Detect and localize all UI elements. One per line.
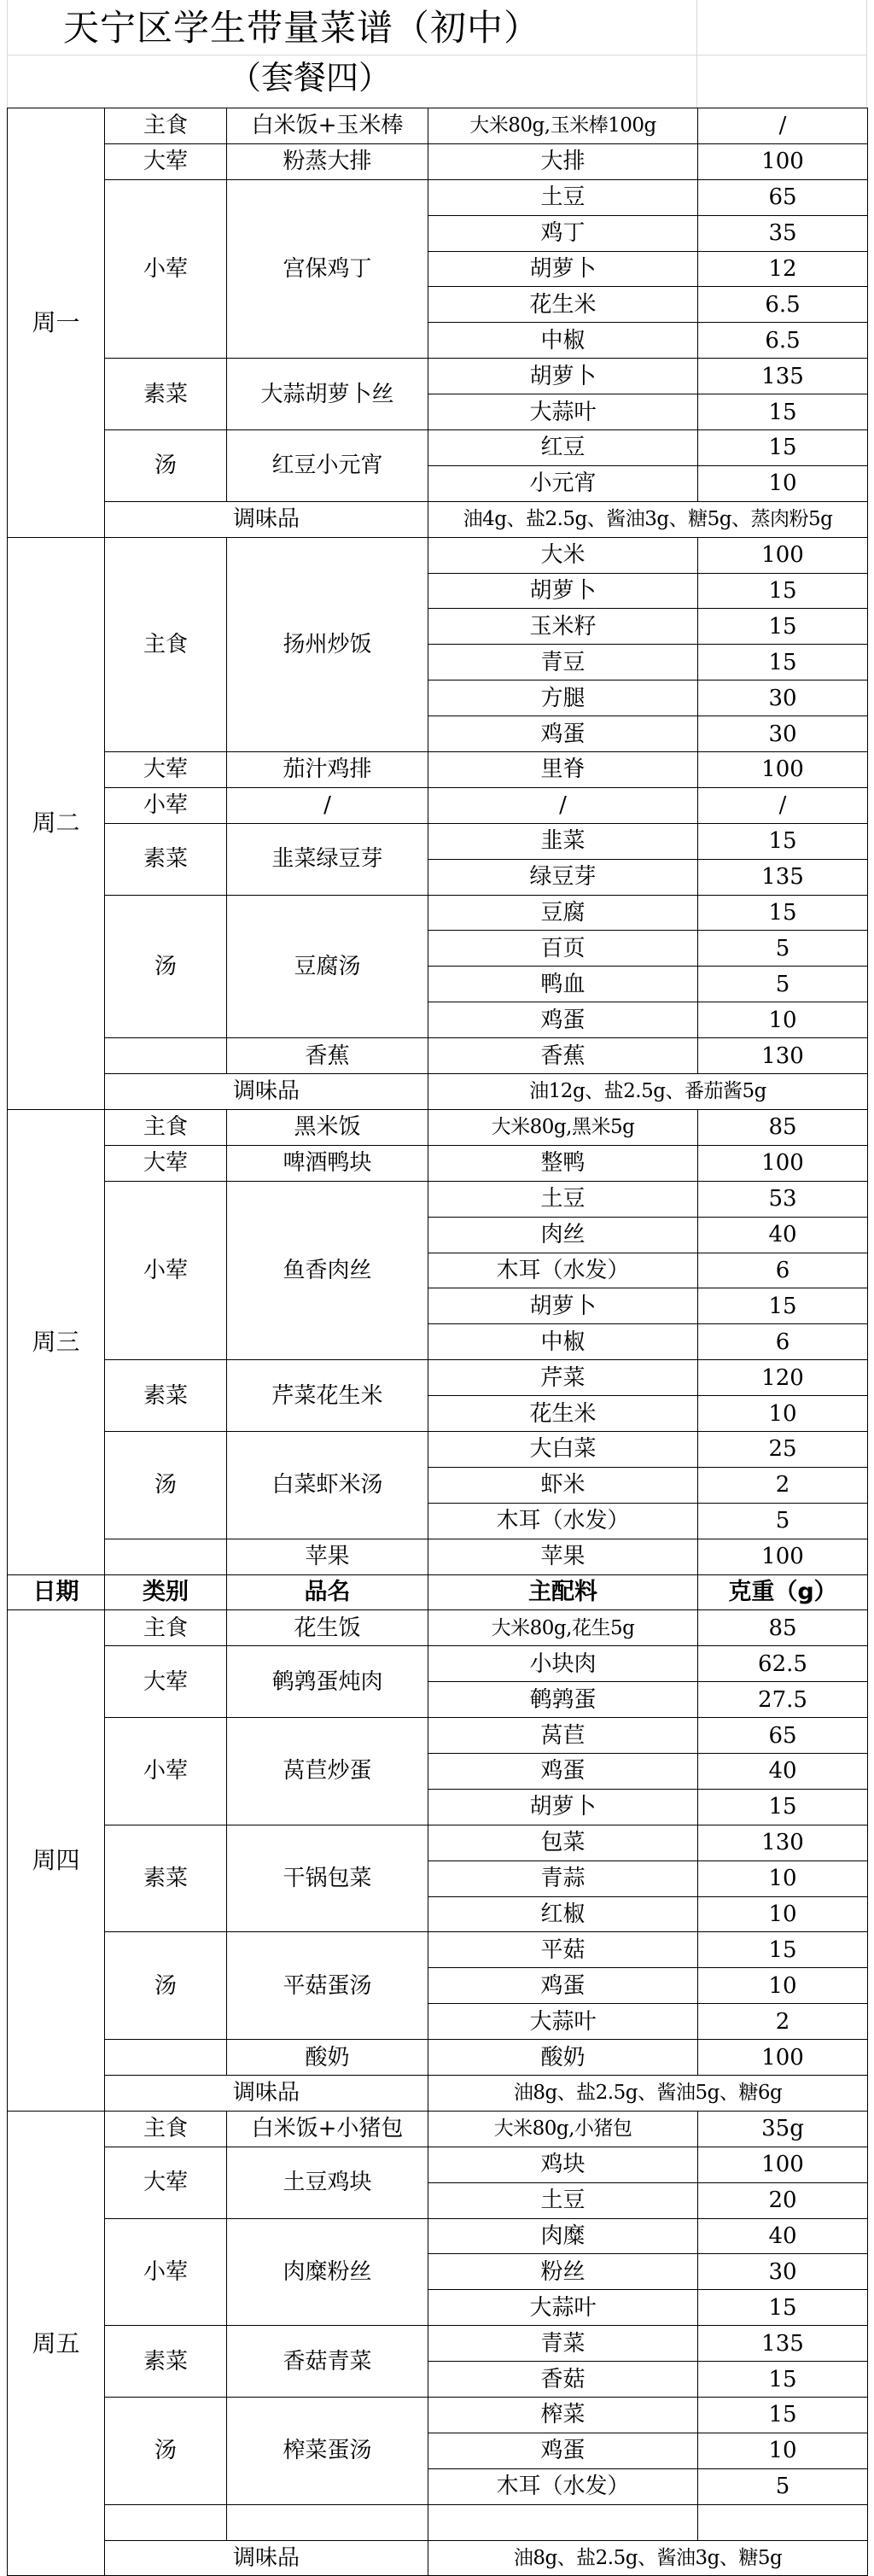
ingredient-name: 花生米 [428, 287, 698, 323]
ingredient-name: 苹果 [428, 1539, 698, 1574]
category-cell [105, 2040, 227, 2076]
table-row [8, 1539, 868, 1574]
day-label: 周五 [8, 2111, 105, 2576]
dish-name: 香蕉 [227, 1038, 428, 1074]
dish-name: 榨菜蛋汤 [227, 2398, 428, 2505]
ingredient-weight: 65 [698, 179, 868, 215]
table-row [8, 2398, 868, 2433]
ingredient-name: 香菇 [428, 2362, 698, 2398]
table-row [8, 1825, 868, 1860]
ingredient-name: 大白菜 [428, 1431, 698, 1467]
ingredient-name: 大米80g,玉米棒100g [428, 108, 698, 144]
category-cell: 小荤 [105, 1718, 227, 1825]
category-cell: 素菜 [105, 359, 227, 430]
ingredient-weight: 15 [698, 609, 868, 645]
dish-name [227, 2504, 428, 2540]
category-cell: 小荤 [105, 787, 227, 823]
ingredient-name: 鸡蛋 [428, 2433, 698, 2468]
ingredient-name: 土豆 [428, 179, 698, 215]
ingredient-name: 木耳（水发） [428, 2468, 698, 2504]
seasoning-label: 调味品 [105, 1074, 428, 1110]
ingredient-name: 方腿 [428, 681, 698, 716]
category-cell: 大荤 [105, 143, 227, 179]
table-row [8, 787, 868, 823]
ingredient-weight: 120 [698, 1360, 868, 1396]
ingredient-weight: 15 [698, 645, 868, 681]
header-row [8, 1574, 868, 1610]
ingredient-name: 大蒜叶 [428, 394, 698, 430]
ingredient-weight: 40 [698, 1217, 868, 1253]
dish-name: 平菇蛋汤 [227, 1932, 428, 2040]
table-row [8, 1646, 868, 1682]
ingredient-weight: 5 [698, 931, 868, 967]
ingredient-weight: 135 [698, 2326, 868, 2362]
seasoning-row [8, 2540, 868, 2576]
ingredient-name: 鸡蛋 [428, 716, 698, 752]
ingredient-weight: 100 [698, 2147, 868, 2182]
ingredient-weight: 100 [698, 2040, 868, 2076]
category-cell: 素菜 [105, 823, 227, 895]
dish-name: 扬州炒饭 [227, 537, 428, 751]
category-cell: 小荤 [105, 2218, 227, 2326]
table-row [8, 359, 868, 394]
dish-name: 白米饭+玉米棒 [227, 108, 428, 144]
category-cell: 主食 [105, 108, 227, 144]
category-cell: 汤 [105, 1431, 227, 1539]
table-row [8, 2111, 868, 2147]
table-row [8, 108, 868, 144]
ingredient-name: 胡萝卜 [428, 1789, 698, 1825]
seasoning-label: 调味品 [105, 501, 428, 537]
ingredient-name: 中椒 [428, 1324, 698, 1360]
ingredient-weight: 6.5 [698, 323, 868, 359]
ingredient-weight: 100 [698, 143, 868, 179]
header-weight: 克重（g） [698, 1574, 868, 1610]
ingredient-name [428, 2504, 698, 2540]
category-cell [105, 1038, 227, 1074]
ingredient-name: 青蒜 [428, 1860, 698, 1896]
ingredient-name: 肉丝 [428, 1217, 698, 1253]
dish-name: 啤酒鸭块 [227, 1145, 428, 1181]
ingredient-weight: 35 [698, 215, 868, 251]
ingredient-name: 大米 [428, 537, 698, 573]
ingredient-weight: 25 [698, 1431, 868, 1467]
ingredient-weight: 10 [698, 2433, 868, 2468]
ingredient-weight: 135 [698, 359, 868, 394]
dish-name: 酸奶 [227, 2040, 428, 2076]
ingredient-weight: 10 [698, 1396, 868, 1432]
dish-name: 芹菜花生米 [227, 1360, 428, 1432]
ingredient-name: 胡萝卜 [428, 251, 698, 287]
ingredient-name: 酸奶 [428, 2040, 698, 2076]
dish-name: 宫保鸡丁 [227, 179, 428, 358]
page-title: 天宁区学生带量菜谱（初中） [63, 7, 541, 49]
table-row [8, 430, 868, 466]
ingredient-weight: 10 [698, 1968, 868, 2004]
day-label: 周一 [8, 108, 105, 538]
category-cell: 汤 [105, 430, 227, 502]
table-row [8, 179, 868, 215]
ingredient-name: 胡萝卜 [428, 573, 698, 609]
ingredient-name: 青豆 [428, 645, 698, 681]
day-label: 周三 [8, 1109, 105, 1574]
ingredient-weight: 5 [698, 967, 868, 1002]
ingredient-name: 鹌鹑蛋 [428, 1682, 698, 1718]
ingredient-name: 莴苣 [428, 1718, 698, 1754]
ingredient-weight: 15 [698, 2290, 868, 2326]
ingredient-name: 土豆 [428, 2182, 698, 2218]
ingredient-weight: 15 [698, 823, 868, 859]
table-row [8, 895, 868, 931]
ingredient-weight: 30 [698, 716, 868, 752]
ingredient-name: 粉丝 [428, 2254, 698, 2290]
table-row [8, 1932, 868, 1968]
seasoning-value: 油8g、盐2.5g、酱油5g、糖6g [428, 2075, 868, 2111]
ingredient-name: 红豆 [428, 430, 698, 466]
category-cell: 大荤 [105, 1145, 227, 1181]
table-row [8, 1718, 868, 1754]
dish-name: / [227, 787, 428, 823]
seasoning-value: 油12g、盐2.5g、番茄酱5g [428, 1074, 868, 1110]
ingredient-weight: 53 [698, 1181, 868, 1217]
table-row [8, 2504, 868, 2540]
dish-name: 干锅包菜 [227, 1825, 428, 1932]
ingredient-weight: 15 [698, 1288, 868, 1324]
dish-name: 花生饭 [227, 1610, 428, 1646]
ingredient-weight: 15 [698, 1932, 868, 1968]
ingredient-name: 平菇 [428, 1932, 698, 1968]
ingredient-name: 鸡蛋 [428, 1002, 698, 1038]
category-cell: 大荤 [105, 752, 227, 788]
table-row [8, 823, 868, 859]
ingredient-weight: 15 [698, 430, 868, 466]
ingredient-weight: 15 [698, 573, 868, 609]
ingredient-name: 鸡块 [428, 2147, 698, 2182]
ingredient-name: 香蕉 [428, 1038, 698, 1074]
table-row [8, 1431, 868, 1467]
header-category: 类别 [105, 1574, 227, 1610]
ingredient-name: 青菜 [428, 2326, 698, 2362]
header-ingredient: 主配料 [428, 1574, 698, 1610]
ingredient-weight: 10 [698, 1896, 868, 1932]
category-cell: 大荤 [105, 2147, 227, 2218]
category-cell: 主食 [105, 2111, 227, 2147]
ingredient-weight: 15 [698, 895, 868, 931]
ingredient-weight: / [698, 787, 868, 823]
ingredient-name: 芹菜 [428, 1360, 698, 1396]
ingredient-name: 大米80g,黑米5g [428, 1109, 698, 1145]
ingredient-weight: 10 [698, 1860, 868, 1896]
table-row [8, 1610, 868, 1646]
table-row [8, 1109, 868, 1145]
ingredient-weight [698, 2504, 868, 2540]
category-cell: 汤 [105, 1932, 227, 2040]
ingredient-weight: 35g [698, 2111, 868, 2147]
ingredient-name: 大米80g,花生5g [428, 1610, 698, 1646]
dish-name: 白米饭+小猪包 [227, 2111, 428, 2147]
seasoning-row [8, 501, 868, 537]
dish-name: 茄汁鸡排 [227, 752, 428, 788]
ingredient-weight: 5 [698, 2468, 868, 2504]
day-label: 周四 [8, 1610, 105, 2111]
category-cell: 素菜 [105, 1825, 227, 1932]
table-row [8, 1038, 868, 1074]
seasoning-value: 油4g、盐2.5g、酱油3g、糖5g、蒸肉粉5g [428, 501, 868, 537]
ingredient-weight: 20 [698, 2182, 868, 2218]
table-row [8, 537, 868, 573]
day-label: 周二 [8, 537, 105, 1109]
category-cell: 素菜 [105, 2326, 227, 2398]
ingredient-name: 胡萝卜 [428, 359, 698, 394]
ingredient-weight: 65 [698, 1718, 868, 1754]
dish-name: 肉糜粉丝 [227, 2218, 428, 2326]
ingredient-weight: 100 [698, 1145, 868, 1181]
ingredient-weight: 10 [698, 1002, 868, 1038]
ingredient-weight: 135 [698, 859, 868, 895]
dish-name: 鱼香肉丝 [227, 1181, 428, 1359]
gridline [7, 0, 8, 108]
ingredient-weight: 15 [698, 1789, 868, 1825]
ingredient-weight: 12 [698, 251, 868, 287]
ingredient-name: 中椒 [428, 323, 698, 359]
ingredient-weight: 10 [698, 465, 868, 501]
ingredient-weight: 2 [698, 1467, 868, 1503]
ingredient-name: 木耳（水发） [428, 1503, 698, 1539]
ingredient-weight: 100 [698, 1539, 868, 1574]
dish-name: 香菇青菜 [227, 2326, 428, 2398]
seasoning-value: 油8g、盐2.5g、酱油3g、糖5g [428, 2540, 868, 2576]
seasoning-label: 调味品 [105, 2075, 428, 2111]
ingredient-name: 整鸭 [428, 1145, 698, 1181]
category-cell: 小荤 [105, 1181, 227, 1359]
dish-name: 红豆小元宵 [227, 430, 428, 502]
ingredient-name: / [428, 787, 698, 823]
menu-table [7, 108, 868, 2576]
ingredient-name: 榨菜 [428, 2398, 698, 2433]
table-row [8, 2147, 868, 2182]
ingredient-name: 绿豆芽 [428, 859, 698, 895]
ingredient-name: 百页 [428, 931, 698, 967]
ingredient-weight: 100 [698, 537, 868, 573]
ingredient-weight: 62.5 [698, 1646, 868, 1682]
ingredient-name: 鸡蛋 [428, 1968, 698, 2004]
ingredient-name: 胡萝卜 [428, 1288, 698, 1324]
ingredient-weight: 130 [698, 1038, 868, 1074]
ingredient-name: 玉米籽 [428, 609, 698, 645]
dish-name: 白菜虾米汤 [227, 1431, 428, 1539]
ingredient-name: 鸡蛋 [428, 1753, 698, 1789]
table-row [8, 2326, 868, 2362]
dish-name: 韭菜绿豆芽 [227, 823, 428, 895]
seasoning-label: 调味品 [105, 2540, 428, 2576]
ingredient-name: 土豆 [428, 1181, 698, 1217]
ingredient-name: 里脊 [428, 752, 698, 788]
ingredient-name: 鸭血 [428, 967, 698, 1002]
category-cell: 主食 [105, 1610, 227, 1646]
ingredient-weight: 6.5 [698, 287, 868, 323]
ingredient-weight: 30 [698, 681, 868, 716]
category-cell: 大荤 [105, 1646, 227, 1718]
table-row [8, 1360, 868, 1396]
category-cell: 汤 [105, 2398, 227, 2505]
ingredient-weight: 40 [698, 1753, 868, 1789]
ingredient-weight: 15 [698, 2398, 868, 2433]
ingredient-name: 红椒 [428, 1896, 698, 1932]
ingredient-name: 大蒜叶 [428, 2290, 698, 2326]
ingredient-weight: 6 [698, 1324, 868, 1360]
ingredient-name: 大排 [428, 143, 698, 179]
table-row [8, 752, 868, 788]
category-cell [105, 2504, 227, 2540]
seasoning-row [8, 1074, 868, 1110]
category-cell [105, 1539, 227, 1574]
table-row [8, 1145, 868, 1181]
table-row [8, 1181, 868, 1217]
ingredient-weight: 2 [698, 2004, 868, 2040]
page-subtitle: （套餐四） [229, 59, 392, 96]
ingredient-weight: 85 [698, 1109, 868, 1145]
ingredient-name: 大米80g,小猪包 [428, 2111, 698, 2147]
category-cell: 素菜 [105, 1360, 227, 1432]
ingredient-name: 小块肉 [428, 1646, 698, 1682]
category-cell: 主食 [105, 537, 227, 751]
dish-name: 土豆鸡块 [227, 2147, 428, 2218]
dish-name: 鹌鹑蛋炖肉 [227, 1646, 428, 1718]
dish-name: 黑米饭 [227, 1109, 428, 1145]
ingredient-name: 豆腐 [428, 895, 698, 931]
ingredient-name: 大蒜叶 [428, 2004, 698, 2040]
ingredient-name: 鸡丁 [428, 215, 698, 251]
ingredient-name: 花生米 [428, 1396, 698, 1432]
ingredient-name: 包菜 [428, 1825, 698, 1860]
ingredient-weight: 100 [698, 752, 868, 788]
seasoning-row [8, 2075, 868, 2111]
category-cell: 小荤 [105, 179, 227, 358]
ingredient-weight: 15 [698, 2362, 868, 2398]
dish-name: 莴苣炒蛋 [227, 1718, 428, 1825]
header-day: 日期 [8, 1574, 105, 1610]
dish-name: 苹果 [227, 1539, 428, 1574]
ingredient-name: 肉糜 [428, 2218, 698, 2254]
ingredient-weight: 85 [698, 1610, 868, 1646]
dish-name: 豆腐汤 [227, 895, 428, 1038]
ingredient-weight: 40 [698, 2218, 868, 2254]
table-row [8, 2040, 868, 2076]
category-cell: 主食 [105, 1109, 227, 1145]
ingredient-weight: 27.5 [698, 1682, 868, 1718]
ingredient-name: 小元宵 [428, 465, 698, 501]
dish-name: 大蒜胡萝卜丝 [227, 359, 428, 430]
ingredient-name: 韭菜 [428, 823, 698, 859]
ingredient-weight: 130 [698, 1825, 868, 1860]
ingredient-weight: 5 [698, 1503, 868, 1539]
ingredient-weight: 30 [698, 2254, 868, 2290]
ingredient-weight: / [698, 108, 868, 144]
gridline [696, 0, 697, 108]
category-cell: 汤 [105, 895, 227, 1038]
ingredient-name: 虾米 [428, 1467, 698, 1503]
header-dish: 品名 [227, 1574, 428, 1610]
ingredient-weight: 15 [698, 394, 868, 430]
ingredient-weight: 6 [698, 1253, 868, 1288]
ingredient-name: 木耳（水发） [428, 1253, 698, 1288]
table-row [8, 143, 868, 179]
table-row [8, 2218, 868, 2254]
dish-name: 粉蒸大排 [227, 143, 428, 179]
gridline [866, 0, 867, 108]
